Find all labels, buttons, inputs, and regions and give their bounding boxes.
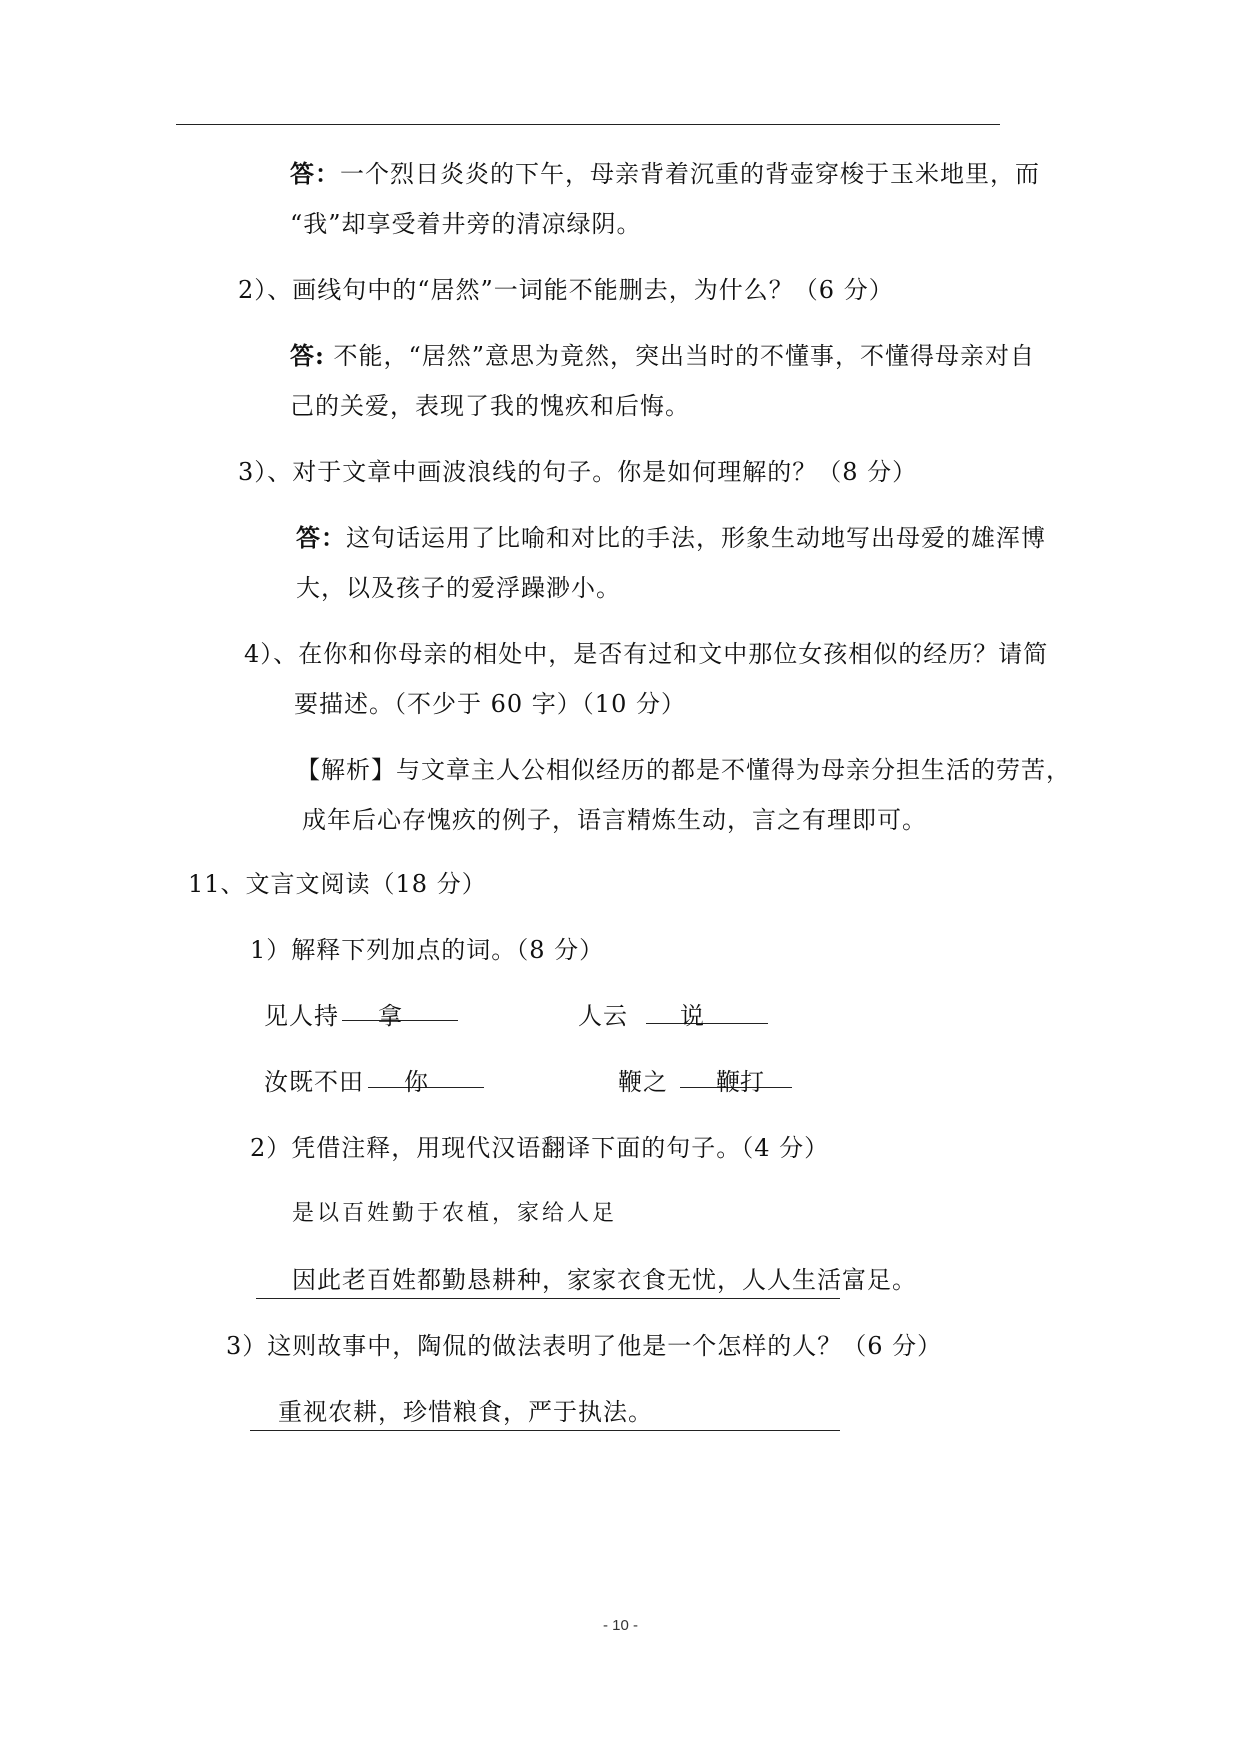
vocab-term: 汝既不田 [264, 1068, 364, 1096]
answer-label: 答： [290, 159, 340, 188]
character-answer: 重视农耕，珍惜粮食，严于执法。 [278, 1398, 653, 1426]
question-11-title: 11、文言文阅读（18 分） [188, 870, 487, 898]
answer-underline [250, 1430, 840, 1431]
answer-text: 不能，“居然”意思为竟然，突出当时的不懂事，不懂得母亲对自 [324, 342, 1036, 370]
answer-3-line-1 [296, 522, 1046, 554]
answer-text: 这句话运用了比喻和对比的手法，形象生动地写出母爱的雄浑博 [346, 524, 1046, 552]
answer-3-line-2: 大，以及孩子的爱浮躁渺小。 [296, 574, 621, 602]
answer-label: 答: [290, 341, 325, 370]
vocab-answer: 你 [404, 1068, 428, 1096]
page-number: - 10 - [602, 1617, 638, 1634]
translation-answer: 因此老百姓都勤恳耕种，家家衣食无忧，人人生活富足。 [292, 1266, 917, 1294]
question-2: 2）、画线句中的“居然”一词能不能删去，为什么？（6 分） [238, 276, 894, 304]
answer-blank [646, 1023, 768, 1024]
question-4-line-2: 要描述。（不少于 60 字）（10 分） [294, 690, 686, 718]
vocab-term: 鞭之 [618, 1068, 668, 1096]
analysis-line-1: 【解析】与文章主人公相似经历的都是不懂得为母亲分担生活的劳苦， [296, 756, 1071, 784]
vocab-answer: 说 [680, 1002, 704, 1030]
answer-2-line-2: 己的关爱，表现了我的愧疚和后悔。 [290, 392, 690, 420]
question-3: 3）、对于文章中画波浪线的句子。你是如何理解的？（8 分） [238, 458, 918, 486]
answer-2-line-1 [290, 340, 1035, 372]
answer-underline [256, 1298, 840, 1299]
vocab-term: 人云 [578, 1002, 628, 1030]
header-rule [176, 124, 1000, 125]
answer-text: 一个烈日炎炎的下午，母亲背着沉重的背壶穿梭于玉米地里，而 [340, 160, 1040, 188]
question-4-line-1: 4）、在你和你母亲的相处中，是否有过和文中那位女孩相似的经历？请简 [244, 640, 1049, 668]
answer-1-line-1 [290, 158, 1040, 190]
question-11-part-1: 1）解释下列加点的词。（8 分） [250, 936, 605, 964]
answer-1-line-2: “我”却享受着井旁的清凉绿阴。 [290, 210, 642, 238]
answer-label: 答： [296, 523, 346, 552]
question-11-part-3: 3）这则故事中，陶侃的做法表明了他是一个怎样的人？（6 分） [226, 1332, 943, 1360]
vocab-answer: 拿 [378, 1002, 402, 1030]
vocab-term: 见人持 [264, 1002, 339, 1030]
analysis-line-2: 成年后心存愧疚的例子，语言精炼生动，言之有理即可。 [302, 806, 927, 834]
classical-source-sentence: 是以百姓勤于农植，家给人足 [292, 1201, 618, 1226]
question-11-part-2: 2）凭借注释，用现代汉语翻译下面的句子。（4 分） [250, 1134, 830, 1162]
vocab-answer: 鞭打 [716, 1068, 764, 1096]
